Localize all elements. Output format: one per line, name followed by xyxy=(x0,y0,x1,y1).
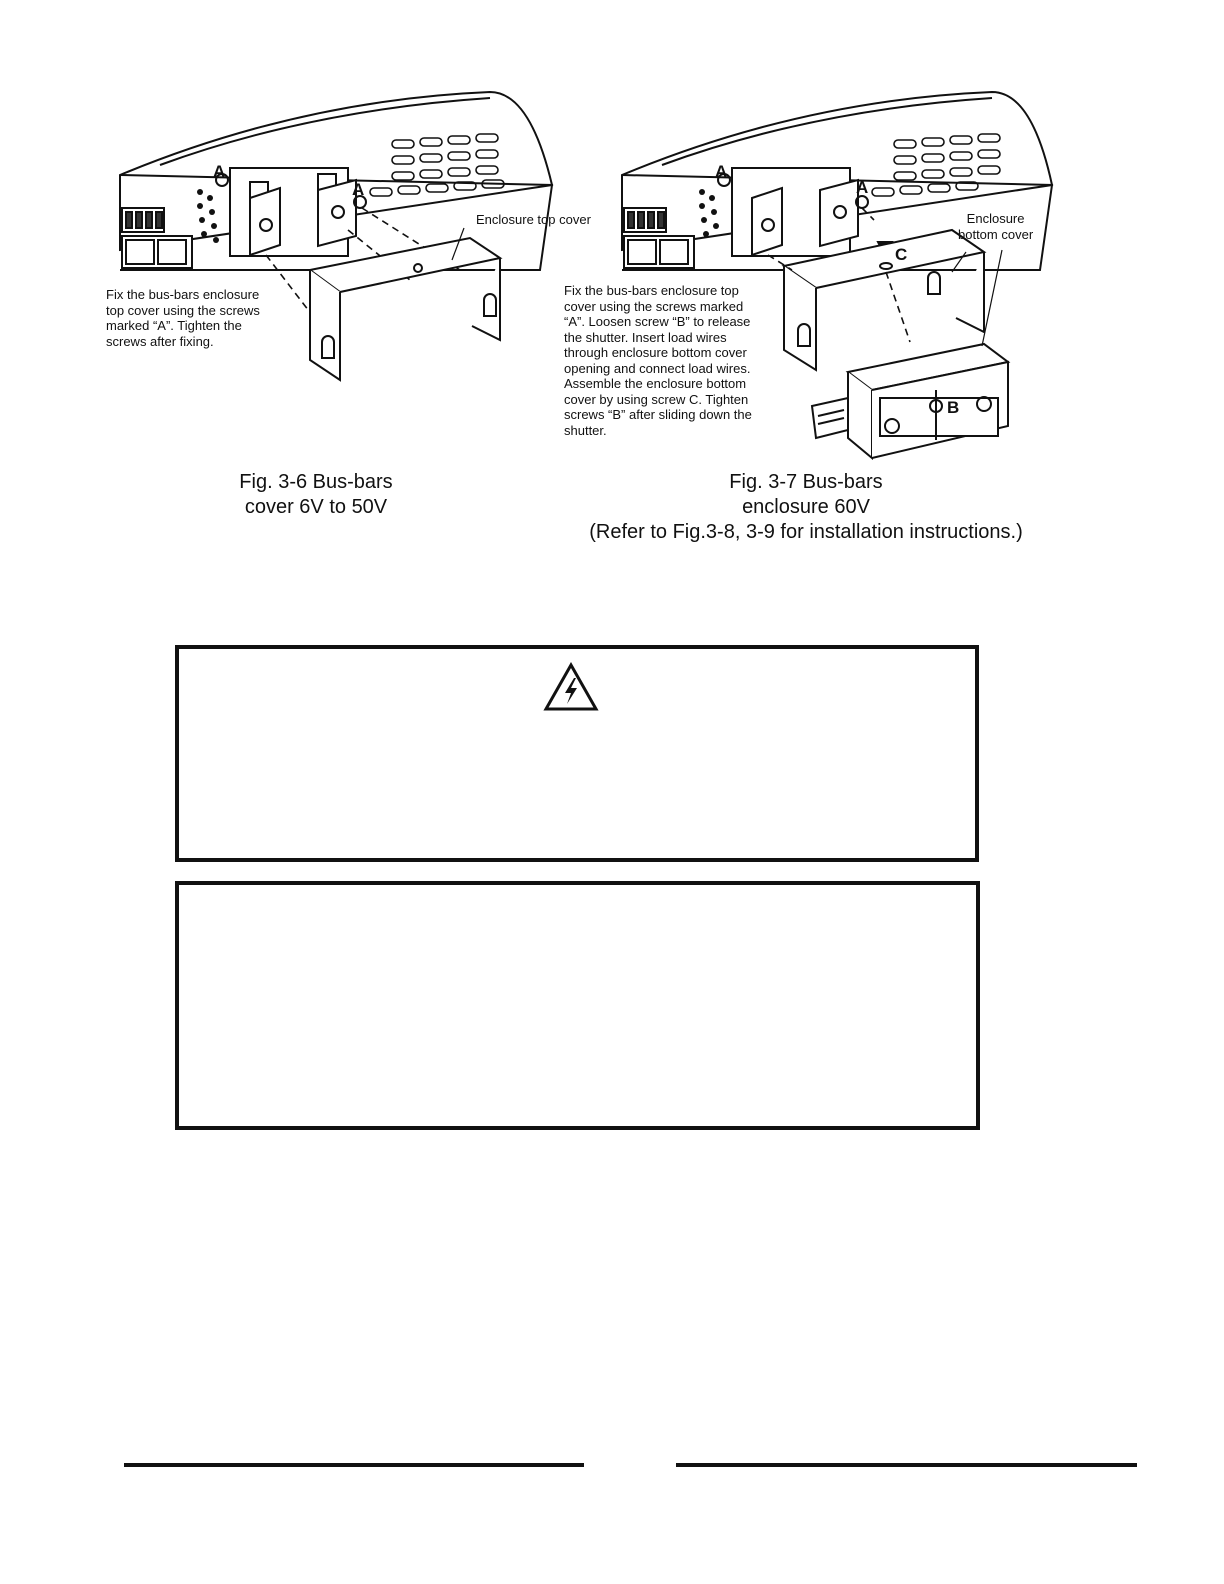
warning-box xyxy=(175,645,979,862)
screw-label-c: C xyxy=(895,245,908,264)
caption-line: Fig. 3-6 Bus-bars xyxy=(239,471,393,493)
screw-label-a: A xyxy=(352,180,365,199)
caption-line: enclosure 60V xyxy=(742,496,870,518)
screw-label-b: B xyxy=(947,398,960,417)
screw-label-a: A xyxy=(213,162,226,181)
caption-line: Fig. 3-7 Bus-bars xyxy=(729,471,883,493)
caption-line: cover 6V to 50V xyxy=(244,496,388,518)
figure-caption-3-7 xyxy=(556,470,1056,545)
instruction-text-right: Fix the bus-bars enclosure top cover using the screws marked “A”. Loosen screw “B” to release the shutter. Insert load wires through enclosure bottom cover opening and connect load wires. Assemble the enclosure bottom cover by using screw C. Tighten screws “B” after sliding down the shutter. xyxy=(564,283,752,438)
callout-enclosure-bottom-cover: Enclosure bottom cover xyxy=(958,211,1034,242)
note-box xyxy=(175,881,980,1130)
high-voltage-warning-icon xyxy=(543,662,599,712)
caption-line: (Refer to Fig.3-8, 3-9 for installation instructions.) xyxy=(589,521,1023,543)
callout-enclosure-top-cover: Enclosure top cover xyxy=(476,212,591,227)
figure-caption-3-6 xyxy=(186,470,446,520)
footer-rule-right xyxy=(676,1463,1137,1467)
footer-rule-left xyxy=(124,1463,584,1467)
screw-label-a: A xyxy=(715,162,728,181)
screw-label-a: A xyxy=(856,178,869,197)
instruction-text-left: Fix the bus-bars enclosure top cover using the screws marked “A”. Tighten the screws after fixing. xyxy=(106,287,260,349)
